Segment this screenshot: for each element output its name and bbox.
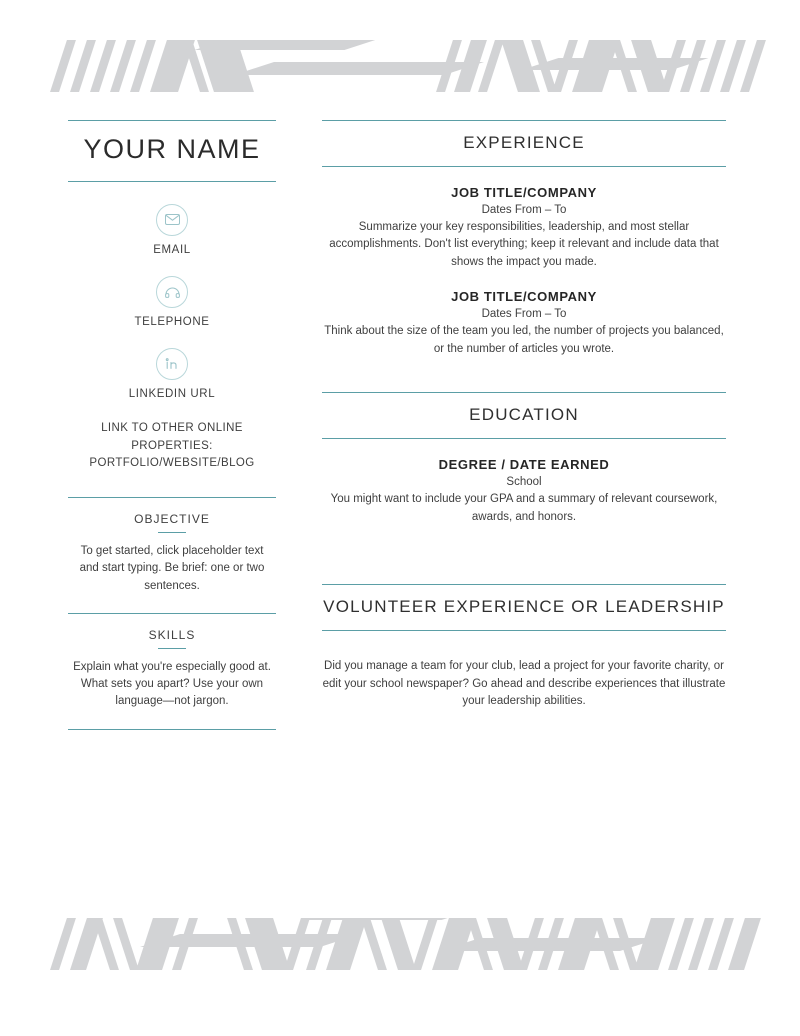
contact-label-linkedin: LINKEDIN URL [128, 387, 216, 400]
decorative-band-top [40, 40, 768, 92]
experience-entry-heading: JOB TITLE/COMPANY [451, 289, 597, 305]
objective-title: OBJECTIVE [134, 512, 210, 527]
experience-entry [322, 185, 726, 271]
experience-entry-body: Think about the size of the team you led, the number of projects you balanced, or the number of articles you wrote. [324, 325, 724, 355]
divider [322, 166, 726, 167]
right-column [322, 120, 726, 711]
divider-short [158, 648, 186, 649]
contact-label-telephone: TELEPHONE [134, 315, 210, 328]
contact-label-email: EMAIL [153, 243, 191, 256]
education-title: EDUCATION [469, 405, 579, 425]
divider [68, 729, 276, 730]
divider [322, 438, 726, 439]
envelope-icon [156, 204, 188, 236]
contact-item-telephone [68, 276, 276, 328]
education-entry-body: You might want to include your GPA and a summary of relevant coursework, awards, and honors. [330, 493, 718, 523]
decorative-band-bottom [40, 918, 768, 970]
skills-title: SKILLS [148, 627, 196, 642]
contact-other-links: LINK TO OTHER ONLINE PROPERTIES: PORTFOLIO/WEBSITE/BLOG [89, 421, 255, 470]
education-entry [322, 457, 726, 526]
contact-item-linkedin [68, 348, 276, 400]
telephone-icon [156, 276, 188, 308]
skills-body: Explain what you're especially good at. What sets you apart? Use your own language—not jargon. [73, 660, 271, 708]
experience-title: EXPERIENCE [463, 133, 585, 152]
education-entry-school: School [506, 476, 542, 489]
experience-entry [322, 289, 726, 358]
contact-item-email [68, 204, 276, 256]
experience-entry-dates: Dates From – To [481, 204, 567, 216]
experience-entry-dates: Dates From – To [481, 308, 567, 321]
experience-entry-heading: JOB TITLE/COMPANY [451, 185, 597, 200]
divider-short [158, 532, 186, 533]
volunteer-title: VOLUNTEER EXPERIENCE OR LEADERSHIP [323, 597, 725, 617]
education-entry-heading: DEGREE / DATE EARNED [438, 457, 610, 473]
volunteer-body: Did you manage a team for your club, lead a project for your favorite charity, or edit your school newspaper? Go ahead and describe experiences that illustrate your leadership abilities. [322, 660, 726, 708]
contact-block [68, 182, 276, 473]
left-column [68, 120, 276, 730]
page-title: YOUR NAME [83, 134, 261, 164]
experience-entry-body: Summarize your key responsibilities, leadership, and most stellar accomplishments. Don't list everything; keep it relevant and include data that shows the impact you made. [329, 221, 719, 268]
objective-body: To get started, click placeholder text and start typing. Be brief: one or two sentences. [79, 545, 265, 592]
linkedin-icon [156, 348, 188, 380]
